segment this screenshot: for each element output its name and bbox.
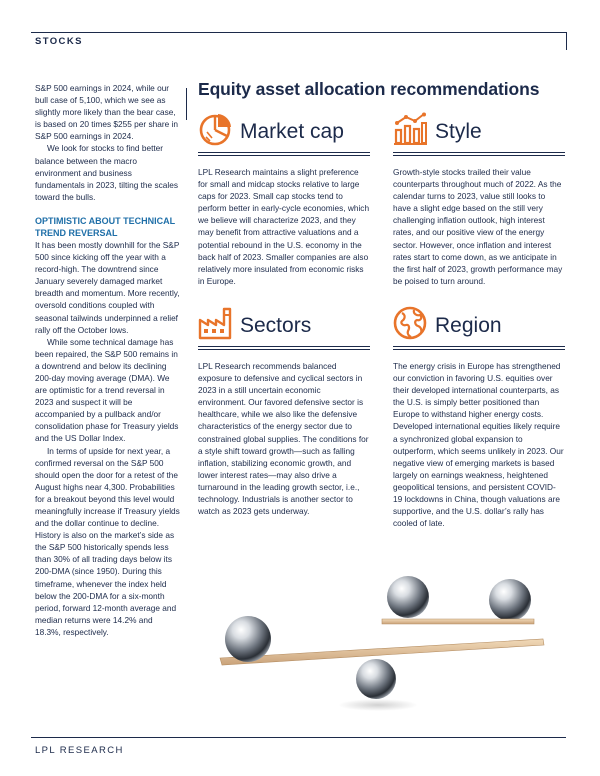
region-text: The energy crisis in Europe has strengthened our conviction in favoring U.S. equities over their developed international counterparts, as the U.S. is simply better positioned than Europe to withstand higher energy costs. Developed international equities likely require a synchronized global expansion to outperform, which seems unlikely in 2023. Our negative view of emerging markets is based largely on earnings weakness, heightened geopolitical tensions, and persistent COVID-19 lockdowns in China, though valuations are supportive, and the U.S. dollar’s rally has cooled of late. [393, 361, 564, 529]
left-paragraph-4: While some technical damage has been repaired, the S&P 500 remains in a downtrend and below its declining 200-day moving average (DMA). We are optimistic for a trend reversal in 2023 and suspect it will be accompanied by a pullback and/or consolidation phase for Treasury yields and the US Dollar Index. [35, 336, 179, 444]
pie-chart-icon [198, 112, 232, 146]
fulcrum-ball [356, 659, 396, 699]
left-steel-ball [225, 616, 271, 662]
market-cap-block [198, 112, 370, 287]
title-divider [186, 88, 187, 120]
market-cap-rule [198, 152, 370, 156]
sectors-block [198, 306, 370, 517]
factory-icon [198, 306, 232, 340]
left-paragraph-3: It has been mostly downhill for the S&P 500 since kicking off the year with a record-high. The downtrend since January severely damaged market breadth and momentum. More recently, oversold conditions coupled with seasonal tailwinds underpinned a relief rally off the October lows. [35, 239, 180, 335]
left-paragraph-5: In terms of upside for next year, a confirmed reversal on the S&P 500 should open the door for a retest of the August highs near 4,300. Probabilities for a breakout beyond this level would meaningfully increase if Treasury yields and the dollar continue to decline. History is also on the market’s side as the S&P 500 historically spends less than 30% of all trading days below its 200-DMA (since 1950). During this timeframe, whenever the index held below the 200-DMA for a six-month period, forward 12-month average and median returns were 14.2% and 18.3%, respectively. [35, 445, 180, 637]
footer-brand: LPL RESEARCH [35, 745, 124, 756]
region-block [393, 306, 565, 529]
middle-steel-ball [387, 576, 429, 618]
market-cap-text: LPL Research maintains a slight preference for small and midcap stocks relative to large caps for 2023. Small cap stocks tend to perform better in early-cycle economies, which we believe will characterize 2023, and they may benefit from attractive valuations and a potential rebound in the U.S. economy in the back half of 2023. Smaller companies are also relatively more insulated from economic risks in Europe. [198, 167, 370, 286]
bar-trend-icon [393, 112, 427, 146]
upper-plank [382, 619, 534, 624]
sectors-text: LPL Research recommends balanced exposure to defensive and cyclical sectors in 2023 in a still uncertain economic environment. Our favored defensive sector is healthcare, while we also like the defensive characteristics of the energy sector due to constrained global supplies. The conditions for a style shift toward growth—such as falling inflation, stabilizing economic growth, and lower interest rates—may also drive a turnaround in the leading growth sector, i.e., technology. Industrials is another sector to watch as 2023 gets underway. [198, 361, 369, 517]
market-cap-title: Market cap [240, 120, 344, 143]
sectors-title: Sectors [240, 314, 312, 337]
region-rule [393, 346, 565, 350]
header-corner-rule [566, 32, 567, 50]
fulcrum-shadow [338, 699, 418, 711]
style-title: Style [435, 120, 482, 143]
left-paragraph-1: S&P 500 earnings in 2024, while our bull case of 5,100, which we see as slightly more likely than the bear case, is based on 20 times $255 per share in S&P 500 earnings in 2024. [35, 83, 178, 142]
left-paragraph-2: We look for stocks to find better balance between the macro environment and business fundamentals in 2023, tilting the scales toward the bulls. [35, 143, 178, 202]
style-text: Growth-style stocks trailed their value counterparts throughout much of 2022. As the calendar turns to 2023, value still looks to have a slight edge based on the still very challenging inflation outlook, high interest rates, and our positive view of the energy sector. However, once inflation and interest rates start to come down, as we anticipate in the first half of 2023, growth performance may be poised to turn around. [393, 167, 563, 286]
style-block [393, 112, 565, 287]
sectors-rule [198, 346, 370, 350]
footer-rule [31, 737, 566, 738]
left-column [35, 82, 180, 638]
balance-illustration [198, 555, 564, 723]
page-title: Equity asset allocation recommendations [198, 79, 540, 99]
region-title: Region [435, 314, 502, 337]
header-rule [31, 32, 566, 33]
globe-icon [393, 306, 427, 340]
left-heading: OPTIMISTIC ABOUT TECHNICAL TREND REVERSAL [35, 215, 175, 238]
style-rule [393, 152, 565, 156]
section-label: STOCKS [35, 36, 83, 47]
